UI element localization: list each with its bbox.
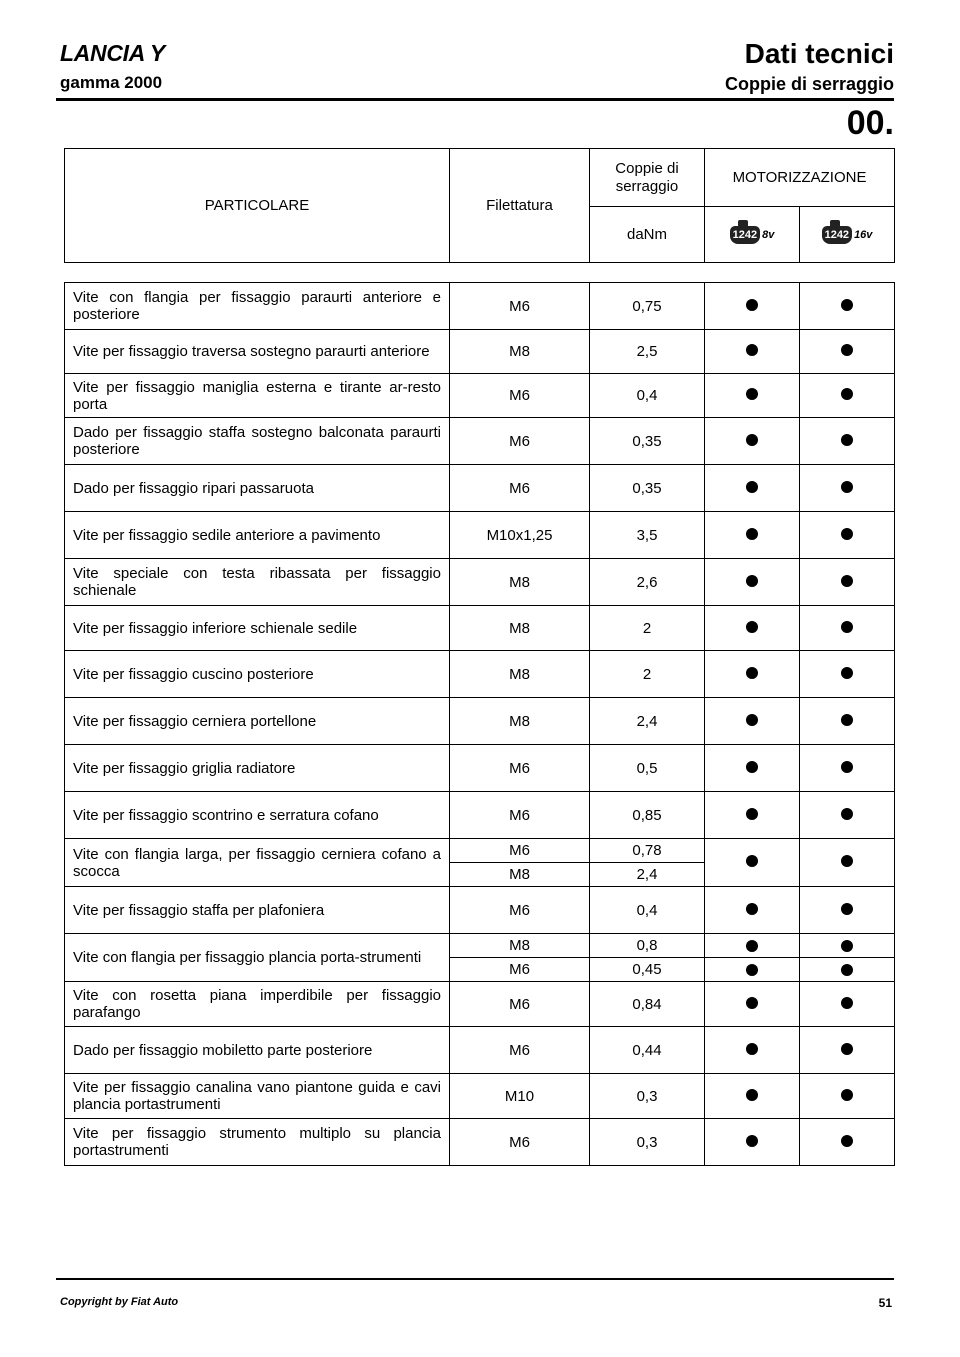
table-row	[65, 374, 895, 418]
engine-applicability	[705, 745, 800, 792]
applicable-dot-icon	[841, 575, 853, 587]
applicable-dot-icon	[746, 714, 758, 726]
table-row	[65, 1119, 895, 1166]
engine-tag: 16v	[854, 229, 873, 241]
applicable-dot-icon	[841, 621, 853, 633]
engine-applicability	[705, 1074, 800, 1119]
row-thread: M6	[450, 982, 590, 1027]
row-thread	[450, 934, 590, 982]
torque-table	[64, 282, 895, 1166]
engine-applicability	[705, 792, 800, 839]
engine-applicability	[800, 1074, 895, 1119]
table-row	[65, 465, 895, 512]
row-description: Dado per fissaggio staffa sostegno balconata paraurti posteriore	[65, 418, 450, 465]
header-rule	[56, 98, 894, 101]
applicable-dot-icon	[746, 761, 758, 773]
applicable-dot-icon	[841, 528, 853, 540]
table-row	[65, 606, 895, 651]
engine-applicability	[800, 887, 895, 934]
engine-applicability	[800, 418, 895, 465]
row-thread-value: M8	[509, 937, 530, 954]
applicable-dot-icon	[841, 855, 853, 867]
row-description: Vite con flangia larga, per fissaggio cerniera cofano a scocca	[65, 839, 450, 887]
applicable-dot-icon	[841, 434, 853, 446]
footer-rule	[56, 1278, 894, 1280]
engine-applicability	[705, 1119, 800, 1166]
applicable-dot-icon	[841, 761, 853, 773]
engine-applicability	[705, 698, 800, 745]
applicable-dot-icon	[746, 344, 758, 356]
applicable-dot-icon	[746, 1135, 758, 1147]
col-unit: daNm	[590, 207, 705, 263]
applicable-dot-icon	[841, 808, 853, 820]
applicable-dot-icon	[746, 299, 758, 311]
row-torque: 3,5	[590, 512, 705, 559]
row-description: Vite per fissaggio griglia radiatore	[65, 745, 450, 792]
applicable-dot-icon	[841, 714, 853, 726]
col-coppie: Coppie di serraggio	[590, 149, 705, 207]
engine-applicability	[705, 283, 800, 330]
engine-applicability	[800, 839, 895, 887]
table-row	[65, 887, 895, 934]
engine-applicability	[800, 465, 895, 512]
chapter-number: 00.	[846, 104, 894, 142]
row-torque: 0,5	[590, 745, 705, 792]
engine-applicability	[800, 934, 895, 982]
applicable-dot-icon	[841, 667, 853, 679]
row-thread-value: M8	[450, 862, 589, 886]
row-thread: M8	[450, 606, 590, 651]
row-description: Vite con rosetta piana imperdibile per fissaggio parafango	[65, 982, 450, 1027]
row-thread: M8	[450, 330, 590, 374]
row-torque	[590, 839, 705, 887]
row-thread: M10x1,25	[450, 512, 590, 559]
engine-applicability	[705, 418, 800, 465]
table-row	[65, 330, 895, 374]
engine-applicability	[705, 374, 800, 418]
engine-applicability	[800, 330, 895, 374]
table-header	[64, 148, 895, 263]
engine-applicability	[800, 512, 895, 559]
engine-applicability	[800, 283, 895, 330]
row-thread: M6	[450, 792, 590, 839]
row-description: Vite per fissaggio canalina vano piantone guida e cavi plancia portastrumenti	[65, 1074, 450, 1119]
row-description: Vite speciale con testa ribassata per fissaggio schienale	[65, 559, 450, 606]
copyright: Copyright by Fiat Auto	[60, 1296, 179, 1308]
table-row	[65, 745, 895, 792]
row-thread: M6	[450, 465, 590, 512]
row-torque: 0,35	[590, 465, 705, 512]
table-row	[65, 651, 895, 698]
row-description: Dado per fissaggio mobiletto parte posteriore	[65, 1027, 450, 1074]
applicable-dot-icon	[841, 1089, 853, 1101]
engine-applicability	[800, 374, 895, 418]
row-description: Vite per fissaggio maniglia esterna e tirante ar-resto porta	[65, 374, 450, 418]
applicable-dot-icon	[841, 481, 853, 493]
row-torque: 0,4	[590, 887, 705, 934]
row-description: Vite per fissaggio scontrino e serratura cofano	[65, 792, 450, 839]
row-torque: 2,6	[590, 559, 705, 606]
table-row	[65, 934, 895, 982]
row-description: Vite per fissaggio staffa per plafoniera	[65, 887, 450, 934]
row-thread-value: M6	[509, 842, 530, 859]
section-title: Dati tecnici	[744, 38, 894, 69]
table-row	[65, 1027, 895, 1074]
row-torque-value: 0,45	[590, 957, 704, 981]
row-thread: M6	[450, 283, 590, 330]
engine-1242-8v	[705, 207, 800, 263]
row-thread	[450, 839, 590, 887]
row-thread: M8	[450, 559, 590, 606]
table-row	[65, 418, 895, 465]
applicable-dot-icon	[746, 903, 758, 915]
row-torque-value: 2,4	[590, 862, 704, 886]
applicable-dot-icon	[746, 575, 758, 587]
row-description: Vite per fissaggio sedile anteriore a pavimento	[65, 512, 450, 559]
table-row	[65, 982, 895, 1027]
row-thread: M6	[450, 374, 590, 418]
row-thread: M6	[450, 418, 590, 465]
row-thread-value: M6	[450, 957, 589, 981]
engine-applicability	[705, 839, 800, 887]
row-thread: M6	[450, 1027, 590, 1074]
engine-applicability	[800, 1027, 895, 1074]
applicable-dot-icon	[746, 1043, 758, 1055]
row-torque: 0,85	[590, 792, 705, 839]
applicable-dot-icon	[841, 964, 853, 976]
engine-tag: 8v	[762, 229, 775, 241]
engine-applicability	[800, 1119, 895, 1166]
applicable-dot-icon	[746, 388, 758, 400]
applicable-dot-icon	[746, 434, 758, 446]
applicable-dot-icon	[841, 1135, 853, 1147]
engine-applicability	[705, 651, 800, 698]
row-thread: M6	[450, 745, 590, 792]
engine-applicability	[800, 745, 895, 792]
engine-applicability	[705, 606, 800, 651]
row-description: Vite per fissaggio traversa sostegno paraurti anteriore	[65, 330, 450, 374]
applicable-dot-icon	[841, 940, 853, 952]
table-row	[65, 792, 895, 839]
engine-applicability	[705, 982, 800, 1027]
applicable-dot-icon	[841, 344, 853, 356]
brand-title: LANCIA Y	[60, 40, 165, 66]
row-torque: 2,4	[590, 698, 705, 745]
table-row	[65, 283, 895, 330]
model-range: gamma 2000	[60, 73, 163, 92]
engine-applicability	[800, 792, 895, 839]
table-row	[65, 559, 895, 606]
row-torque: 0,84	[590, 982, 705, 1027]
row-torque: 2,5	[590, 330, 705, 374]
engine-applicability	[705, 934, 800, 982]
row-description: Vite per fissaggio inferiore schienale sedile	[65, 606, 450, 651]
engine-1242-16v	[800, 207, 895, 263]
row-description: Vite con flangia per fissaggio paraurti anteriore e posteriore	[65, 283, 450, 330]
applicable-dot-icon	[746, 855, 758, 867]
engine-applicability	[800, 982, 895, 1027]
row-torque: 0,44	[590, 1027, 705, 1074]
applicable-dot-icon	[841, 997, 853, 1009]
engine-icon: 1242	[730, 226, 760, 244]
engine-applicability	[705, 887, 800, 934]
row-description: Vite per fissaggio cerniera portellone	[65, 698, 450, 745]
applicable-dot-icon	[841, 299, 853, 311]
engine-applicability	[800, 606, 895, 651]
engine-applicability	[705, 512, 800, 559]
engine-applicability	[800, 651, 895, 698]
applicable-dot-icon	[746, 964, 758, 976]
row-thread: M8	[450, 651, 590, 698]
row-torque: 2	[590, 651, 705, 698]
applicable-dot-icon	[841, 388, 853, 400]
applicable-dot-icon	[746, 1089, 758, 1101]
row-torque: 0,3	[590, 1074, 705, 1119]
applicable-dot-icon	[746, 940, 758, 952]
row-torque	[590, 934, 705, 982]
applicable-dot-icon	[746, 667, 758, 679]
applicable-dot-icon	[746, 808, 758, 820]
applicable-dot-icon	[841, 903, 853, 915]
engine-applicability	[705, 465, 800, 512]
row-thread: M6	[450, 887, 590, 934]
engine-applicability	[800, 559, 895, 606]
row-thread: M6	[450, 1119, 590, 1166]
applicable-dot-icon	[746, 621, 758, 633]
row-torque: 0,4	[590, 374, 705, 418]
engine-applicability	[705, 330, 800, 374]
engine-applicability	[705, 559, 800, 606]
table-row	[65, 698, 895, 745]
row-torque-value: 0,8	[636, 937, 658, 954]
engine-applicability	[705, 1027, 800, 1074]
row-description: Dado per fissaggio ripari passaruota	[65, 465, 450, 512]
page-number: 51	[878, 1296, 892, 1310]
table-row	[65, 512, 895, 559]
col-motorizzazione: MOTORIZZAZIONE	[705, 149, 895, 207]
table-row	[65, 1074, 895, 1119]
applicable-dot-icon	[746, 481, 758, 493]
row-description: Vite con flangia per fissaggio plancia porta-strumenti	[65, 934, 450, 982]
subsection-title: Coppie di serraggio	[724, 74, 894, 94]
applicable-dot-icon	[746, 997, 758, 1009]
applicable-dot-icon	[841, 1043, 853, 1055]
table-row	[65, 839, 895, 887]
row-torque: 0,75	[590, 283, 705, 330]
row-description: Vite per fissaggio cuscino posteriore	[65, 651, 450, 698]
row-torque-value: 0,78	[632, 842, 662, 859]
col-filettatura: Filettatura	[450, 149, 590, 263]
applicable-dot-icon	[746, 528, 758, 540]
row-torque: 0,35	[590, 418, 705, 465]
engine-icon: 1242	[822, 226, 852, 244]
row-torque: 0,3	[590, 1119, 705, 1166]
row-description: Vite per fissaggio strumento multiplo su plancia portastrumenti	[65, 1119, 450, 1166]
row-thread: M10	[450, 1074, 590, 1119]
row-thread: M8	[450, 698, 590, 745]
col-particolare: PARTICOLARE	[65, 149, 450, 263]
engine-applicability	[800, 698, 895, 745]
row-torque: 2	[590, 606, 705, 651]
